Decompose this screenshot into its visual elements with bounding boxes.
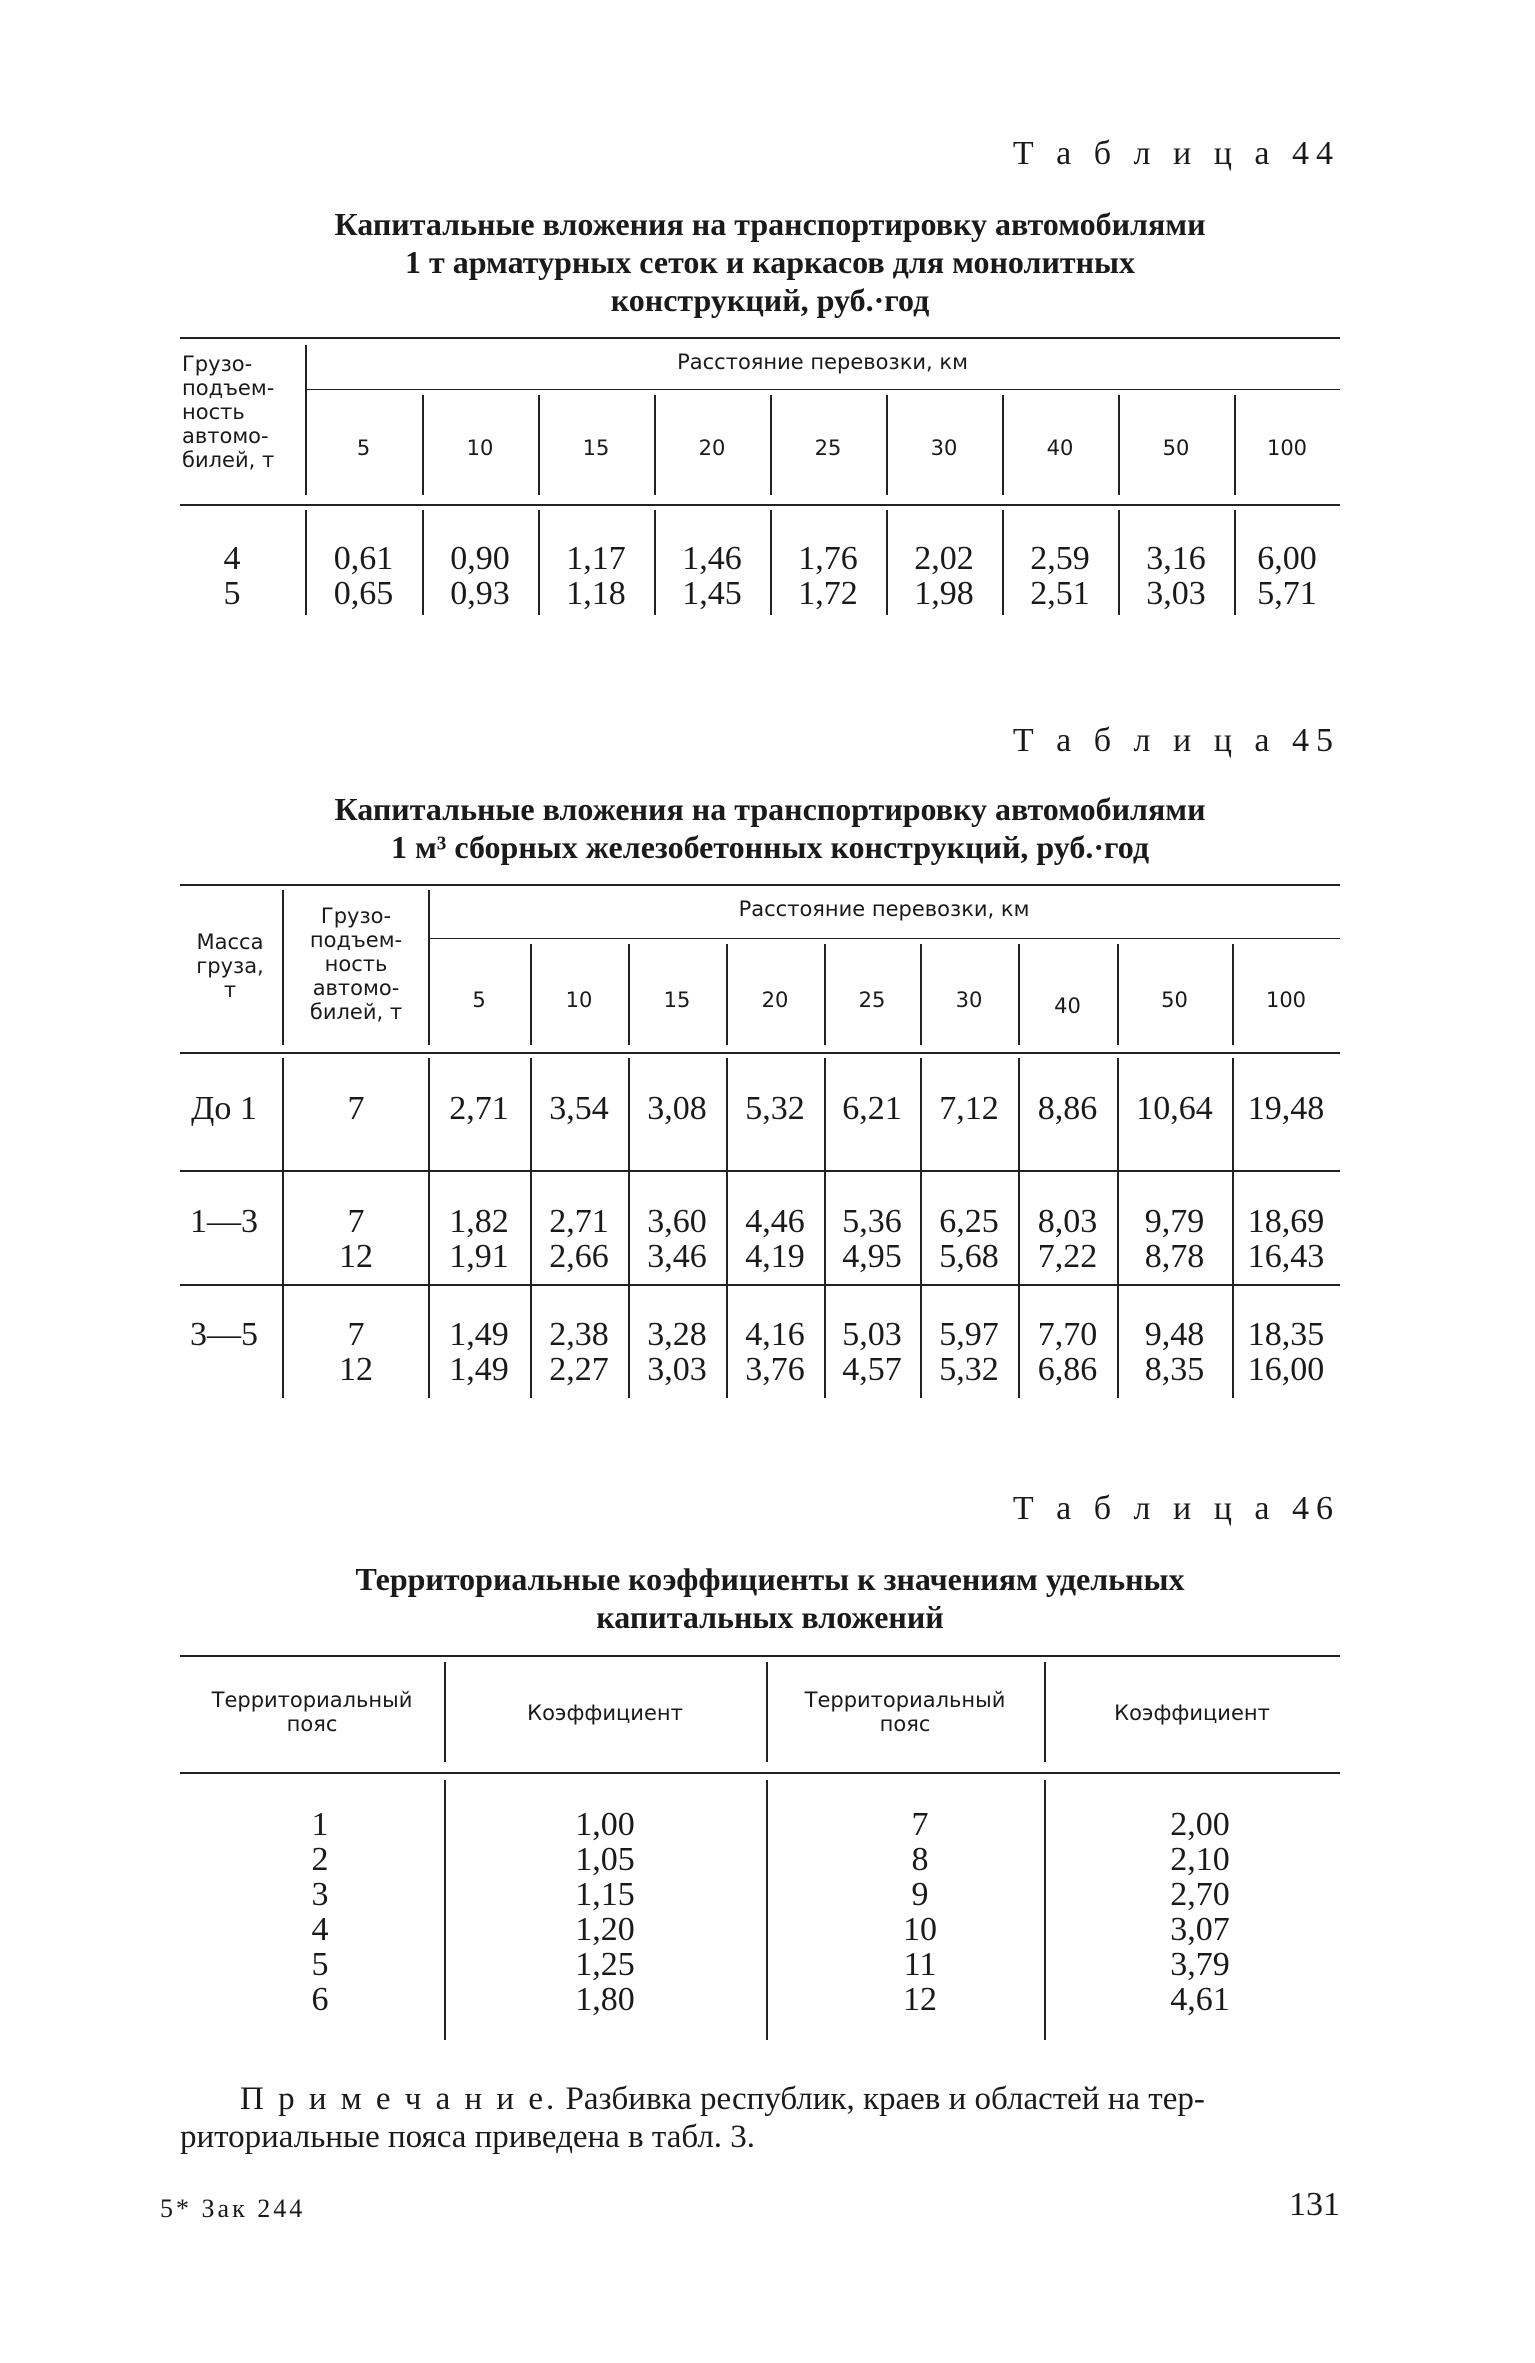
col-header-capacity [284, 904, 428, 1024]
table-cell: 7,12 [939, 1090, 999, 1127]
table-cell: 8,78 [1144, 1238, 1205, 1275]
zone-value: 8 [911, 1841, 929, 1878]
table-cell: 1,91 [449, 1238, 509, 1275]
table-cell: 1,49 [449, 1316, 509, 1353]
table-cell: 3,28 [647, 1316, 707, 1353]
zone-value: 7 [911, 1806, 929, 1843]
table-cell: 8,03 [1037, 1203, 1098, 1240]
col-header-zone [766, 1688, 1044, 1736]
table-cell: 3,54 [549, 1090, 609, 1127]
zone-value: 6 [311, 1981, 329, 2018]
group-header-distance: Расстояние перевозки, км [677, 350, 968, 374]
col-header-distance: 100 [1265, 988, 1307, 1012]
coef-value: 1,20 [575, 1911, 635, 1948]
table-46-label: Т а б л и ц а 46 [1012, 1490, 1340, 1527]
coef-value: 2,70 [1170, 1876, 1230, 1913]
table-row-capacity: 7 [347, 1203, 365, 1240]
col-header-coef: Коэффициент [1114, 1701, 1270, 1725]
table-row-capacity: 7 [347, 1090, 365, 1127]
zone-value: 9 [911, 1876, 929, 1913]
table-cell: 0,61 [333, 540, 394, 577]
table-cell: 7,22 [1037, 1238, 1098, 1275]
table-cell: 6,00 [1257, 540, 1317, 577]
table-cell: 1,82 [449, 1203, 509, 1240]
col-header-distance: 30 [955, 988, 983, 1012]
table-cell: 1,18 [566, 575, 626, 612]
col-header-distance: 15 [663, 988, 691, 1012]
title-line: Территориальные коэффициенты к значениям удельных [355, 1561, 1185, 1597]
header-line: подъем- [309, 928, 403, 952]
table-cell: 1,76 [798, 540, 858, 577]
page-number: 131 [1289, 2186, 1340, 2223]
col-header-mass [180, 930, 280, 1002]
col-header-distance: 40 [1046, 436, 1074, 460]
table-cell: 3,03 [647, 1351, 707, 1388]
col-header-distance: 30 [930, 436, 958, 460]
col-header-distance: 25 [814, 436, 842, 460]
table-row-capacity: 5 [223, 575, 241, 612]
table-cell: 5,32 [939, 1351, 999, 1388]
header-line: ность [324, 952, 388, 976]
table-cell: 16,43 [1247, 1238, 1325, 1275]
header-line: пояс [879, 1712, 931, 1736]
header-line: груза, [196, 954, 264, 978]
col-header-distance: 15 [582, 436, 610, 460]
title-line: 1 м³ сборных железобетонных конструкций, руб.·год [390, 829, 1150, 865]
table-cell: 5,03 [842, 1316, 902, 1353]
table-cell: 2,71 [449, 1090, 509, 1127]
zone-value: 10 [903, 1911, 937, 1948]
table-cell: 18,35 [1247, 1316, 1325, 1353]
table-cell: 1,98 [914, 575, 974, 612]
header-line: ность [182, 400, 245, 424]
table-cell: 1,17 [566, 540, 626, 577]
table-cell: 1,72 [798, 575, 858, 612]
header-line: подъем- [182, 376, 275, 400]
group-mass: 3—5 [190, 1316, 258, 1353]
table-row-capacity: 7 [347, 1316, 365, 1353]
table-cell: 6,25 [939, 1203, 999, 1240]
table-cell: 1,45 [682, 575, 742, 612]
table-row-capacity: 12 [339, 1351, 373, 1388]
table-cell: 9,79 [1144, 1203, 1205, 1240]
col-header-distance: 10 [466, 436, 494, 460]
col-header-distance: 20 [698, 436, 726, 460]
col-header-zone [180, 1688, 444, 1736]
coef-value: 3,79 [1170, 1946, 1230, 1983]
table-cell: 2,51 [1030, 575, 1090, 612]
table-cell: 8,35 [1144, 1351, 1205, 1388]
coef-value: 1,25 [575, 1946, 635, 1983]
table-cell: 4,95 [842, 1238, 902, 1275]
table-cell: 2,02 [914, 540, 974, 577]
coef-value: 1,15 [575, 1876, 635, 1913]
table-cell: 0,93 [450, 575, 510, 612]
table-cell: 4,16 [745, 1316, 805, 1353]
table-cell: 19,48 [1247, 1090, 1325, 1127]
table-cell: 5,32 [745, 1090, 805, 1127]
col-header-distance: 5 [356, 436, 371, 460]
table-cell: 3,46 [647, 1238, 707, 1275]
table-cell: 4,19 [745, 1238, 805, 1275]
table-cell: 2,66 [549, 1238, 609, 1275]
header-line: т [223, 978, 237, 1002]
table-cell: 4,57 [842, 1351, 902, 1388]
title-line: Капитальные вложения на транспортировку автомобилями [334, 791, 1206, 827]
zone-value: 3 [311, 1876, 329, 1913]
header-line: пояс [286, 1712, 338, 1736]
table-row-capacity: 4 [223, 540, 241, 577]
table-cell: 9,48 [1144, 1316, 1205, 1353]
zone-value: 1 [311, 1806, 329, 1843]
col-header-coef: Коэффициент [527, 1701, 683, 1725]
table-cell: 2,38 [549, 1316, 609, 1353]
table-44-title [180, 205, 1360, 319]
table-cell: 16,00 [1247, 1351, 1325, 1388]
coef-value: 3,07 [1170, 1911, 1230, 1948]
table-cell: 6,21 [842, 1090, 902, 1127]
table-cell: 0,65 [333, 575, 394, 612]
table-cell: 2,27 [549, 1351, 609, 1388]
zone-value: 4 [311, 1911, 329, 1948]
header-line: автомо- [312, 976, 400, 1000]
table-cell: 10,64 [1136, 1090, 1213, 1127]
title-line: Капитальные вложения на транспортировку автомобилями [334, 206, 1206, 242]
group-mass: До 1 [191, 1090, 257, 1127]
table-cell: 8,86 [1037, 1090, 1098, 1127]
coef-value: 1,05 [575, 1841, 635, 1878]
zone-value: 12 [903, 1981, 937, 2018]
header-line: Масса [196, 930, 264, 954]
title-line: капитальных вложений [596, 1599, 944, 1635]
group-header-distance: Расстояние перевозки, км [738, 897, 1030, 921]
table-cell: 3,76 [745, 1351, 805, 1388]
table-cell: 3,16 [1146, 540, 1206, 577]
note-text: Разбивка республик, краев и областей на тер- [557, 2081, 1205, 2117]
col-header-distance: 100 [1266, 436, 1308, 460]
header-line: Территориальный [804, 1688, 1006, 1712]
table-cell: 6,86 [1037, 1351, 1098, 1388]
header-line: Грузо- [182, 352, 253, 376]
header-line: билей, т [182, 448, 275, 472]
table-cell: 3,60 [647, 1203, 707, 1240]
zone-value: 2 [311, 1841, 329, 1878]
table-cell: 5,71 [1257, 575, 1317, 612]
col-header-distance: 10 [565, 988, 593, 1012]
table-cell: 3,08 [647, 1090, 707, 1127]
col-header-distance: 5 [472, 988, 486, 1012]
note-prefix: П р и м е ч а н и е. [240, 2081, 558, 2117]
table-45-title [180, 790, 1360, 866]
col-header-distance: 25 [858, 988, 886, 1012]
table-cell: 18,69 [1247, 1203, 1325, 1240]
title-line: конструкций, руб.·год [610, 282, 930, 318]
note-line-2: риториальные пояса приведена в табл. 3. [180, 2119, 756, 2155]
note-line-1 [180, 2080, 1340, 2118]
table-cell: 5,36 [842, 1203, 902, 1240]
header-line: автомо- [182, 424, 269, 448]
table-cell: 4,46 [745, 1203, 805, 1240]
coef-value: 1,00 [575, 1806, 635, 1843]
title-line: 1 т арматурных сеток и каркасов для монолитных [404, 244, 1136, 280]
table-45-label: Т а б л и ц а 45 [1012, 722, 1340, 759]
col-header-distance: 50 [1161, 988, 1188, 1012]
header-line: билей, т [309, 1000, 403, 1024]
col-header-distance: 50 [1162, 436, 1190, 460]
note [180, 2080, 1340, 2156]
coef-value: 2,00 [1170, 1806, 1230, 1843]
group-mass: 1—3 [190, 1203, 258, 1240]
table-cell: 1,49 [449, 1351, 509, 1388]
header-line: Грузо- [320, 904, 392, 928]
table-cell: 2,59 [1030, 540, 1090, 577]
header-line: Территориальный [211, 1688, 413, 1712]
coef-value: 1,80 [575, 1981, 635, 2018]
table-44-label: Т а б л и ц а 44 [1012, 135, 1340, 172]
table-cell: 5,97 [939, 1316, 999, 1353]
table-cell: 5,68 [939, 1238, 999, 1275]
table-46-title [180, 1560, 1360, 1636]
coef-value: 4,61 [1170, 1981, 1230, 2018]
col-header-capacity [182, 352, 302, 472]
footer-signature: 5* Зак 244 [160, 2194, 306, 2223]
table-cell: 2,71 [549, 1203, 609, 1240]
table-row-capacity: 12 [339, 1238, 373, 1275]
zone-value: 5 [311, 1946, 329, 1983]
zone-value: 11 [903, 1946, 937, 1983]
table-cell: 1,46 [682, 540, 742, 577]
col-header-distance: 40 [1054, 994, 1081, 1018]
coef-value: 2,10 [1170, 1841, 1230, 1878]
col-header-distance: 20 [761, 988, 789, 1012]
table-cell: 3,03 [1146, 575, 1206, 612]
table-cell: 7,70 [1037, 1316, 1098, 1353]
table-cell: 0,90 [450, 540, 510, 577]
